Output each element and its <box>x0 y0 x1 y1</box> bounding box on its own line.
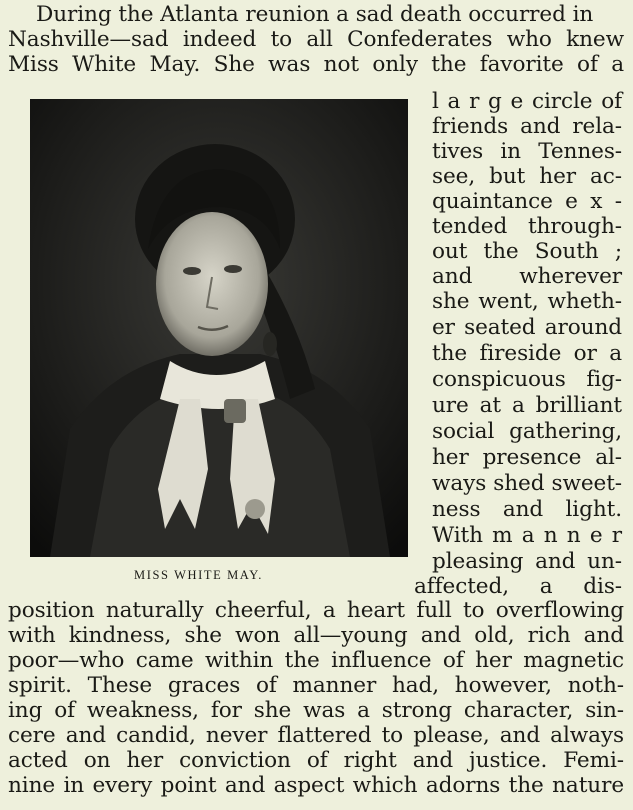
side-line-10: er seated around <box>432 315 622 340</box>
side-line-18: With m a n n e r <box>432 523 622 548</box>
portrait-photo <box>30 99 408 557</box>
paragraph-line-9: cere and candid, never flattered to please, and always <box>8 723 624 748</box>
side-line-1: l a r g e circle of <box>432 89 622 114</box>
paragraph-line-7: spirit. These graces of manner had, however, noth- <box>8 673 624 698</box>
side-line-20: affected, a dis- <box>414 574 622 599</box>
paragraph-line-6: poor—who came within the influence of her magnetic <box>8 648 624 673</box>
side-line-6: tended through- <box>432 214 622 239</box>
side-line-3: tives in Tennes- <box>432 139 622 164</box>
side-line-17: ness and light. <box>432 497 622 522</box>
side-line-9: she went, wheth- <box>432 289 622 314</box>
side-line-15: her presence al- <box>432 445 622 470</box>
side-line-19: pleasing and un- <box>432 549 622 574</box>
side-line-14: social gathering, <box>432 419 622 444</box>
side-line-5: quaintance e x - <box>432 189 622 214</box>
paragraph-line-2: Nashville—sad indeed to all Confederates who knew <box>8 27 624 52</box>
paragraph-line-3: Miss White May. She was not only the favorite of a <box>8 52 624 77</box>
side-line-11: the fireside or a <box>432 341 622 366</box>
paragraph-line-8: ing of weakness, for she was a strong character, sin- <box>8 698 624 723</box>
side-line-8: and wherever <box>432 264 622 289</box>
side-line-12: conspicuous fig- <box>432 367 622 392</box>
side-line-2: friends and rela- <box>432 114 622 139</box>
side-line-16: ways shed sweet- <box>432 471 622 496</box>
paragraph-line-10: acted on her conviction of right and justice. Femi- <box>8 748 624 773</box>
side-line-7: out the South ; <box>432 239 622 264</box>
side-line-13: ure at a brilliant <box>432 393 622 418</box>
side-line-4: see, but her ac- <box>432 164 622 189</box>
paragraph-line-1: During the Atlanta reunion a sad death occurred in <box>36 2 594 27</box>
paragraph-line-11: nine in every point and aspect which adorns the nature <box>8 773 624 798</box>
photo-caption: MISS WHITE MAY. <box>134 568 263 582</box>
paragraph-line-4: position naturally cheerful, a heart full to overflowing <box>8 598 624 623</box>
paragraph-line-5: with kindness, she won all—young and old, rich and <box>8 623 624 648</box>
